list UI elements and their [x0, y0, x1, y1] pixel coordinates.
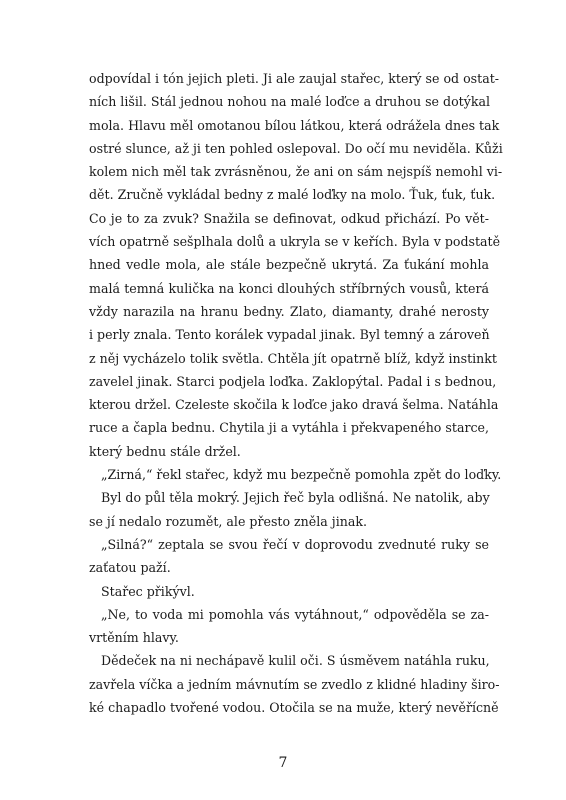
- text-line: „Silná?“ zeptala se svou řečí v doprovodu zvednuté ruky se: [101, 536, 489, 552]
- text-line: z něj vycházelo tolik světla. Chtěla jít opatrně blíž, když instinkt: [89, 350, 497, 366]
- text-line: ních lišil. Stál jednou nohou na malé loďce a druhou se dotýkal: [89, 94, 490, 110]
- text-line: hned vedle mola, ale stále bezpečně ukrytá. Za ťukání mohla: [89, 257, 489, 273]
- text-line: kterou držel. Czeleste skočila k loďce jako dravá šelma. Natáhla: [89, 397, 499, 413]
- text-line: i perly znala. Tento korálek vypadal jinak. Byl temný a zároveň: [89, 327, 490, 343]
- text-line: ruce a čapla bednu. Chytila ji a vytáhla i překvapeného starce,: [89, 420, 489, 436]
- text-line: Byl do půl těla mokrý. Jejich řeč byla odlišná. Ne natolik, aby: [101, 490, 490, 506]
- text-line: Dědeček na ni nechápavě kulil oči. S úsměvem natáhla ruku,: [101, 653, 490, 669]
- text-line: vždy narazila na hranu bedny. Zlato, diamanty, drahé nerosty: [89, 303, 489, 319]
- text-line: zavřela víčka a jedním mávnutím se zvedlo z klidné hladiny širo-: [89, 676, 500, 692]
- text-line: ostré slunce, až ji ten pohled oslepoval. Do očí mu neviděla. Kůži: [89, 140, 503, 156]
- text-line: Co je to za zvuk? Snažila se definovat, odkud přichází. Po vět-: [89, 210, 489, 226]
- body-text: [89, 67, 503, 719]
- text-line: Stařec přikývl.: [101, 583, 195, 599]
- text-line: „Zirná,“ řekl stařec, když mu bezpečně pomohla zpět do loďky.: [101, 467, 502, 483]
- text-line: malá temná kulička na konci dlouhých stříbrných vousů, která: [89, 280, 489, 296]
- text-line: odpovídal i tón jejich pleti. Ji ale zaujal stařec, který se od ostat-: [89, 71, 500, 86]
- text-line: vrtěním hlavy.: [89, 630, 179, 646]
- text-line: „Ne, to voda mi pomohla vás vytáhnout,“ odpověděla se za-: [101, 606, 489, 622]
- text-line: který bednu stále držel.: [89, 443, 241, 459]
- text-line: dět. Zručně vykládal bedny z malé loďky na molo. Ťuk, ťuk, ťuk.: [89, 187, 496, 203]
- page-number: 7: [278, 755, 288, 771]
- text-line: ké chapadlo tvořené vodou. Otočila se na muže, který nevěřícně: [89, 700, 499, 716]
- text-line: zavelel jinak. Starci podjela loďka. Zaklopýtal. Padal i s bednou,: [89, 373, 497, 389]
- text-line: kolem nich měl tak zvrásněnou, že ani on sám nejspíš nemohl vi-: [89, 164, 503, 180]
- text-line: mola. Hlavu měl omotanou bílou látkou, která odrážela dnes tak: [89, 117, 500, 133]
- text-line: zaťatou paží.: [89, 560, 171, 576]
- text-line: se jí nedalo rozumět, ale přesto zněla jinak.: [89, 513, 367, 529]
- text-line: vích opatrně sešplhala dolů a ukryla se v keřích. Byla v podstatě: [89, 234, 501, 250]
